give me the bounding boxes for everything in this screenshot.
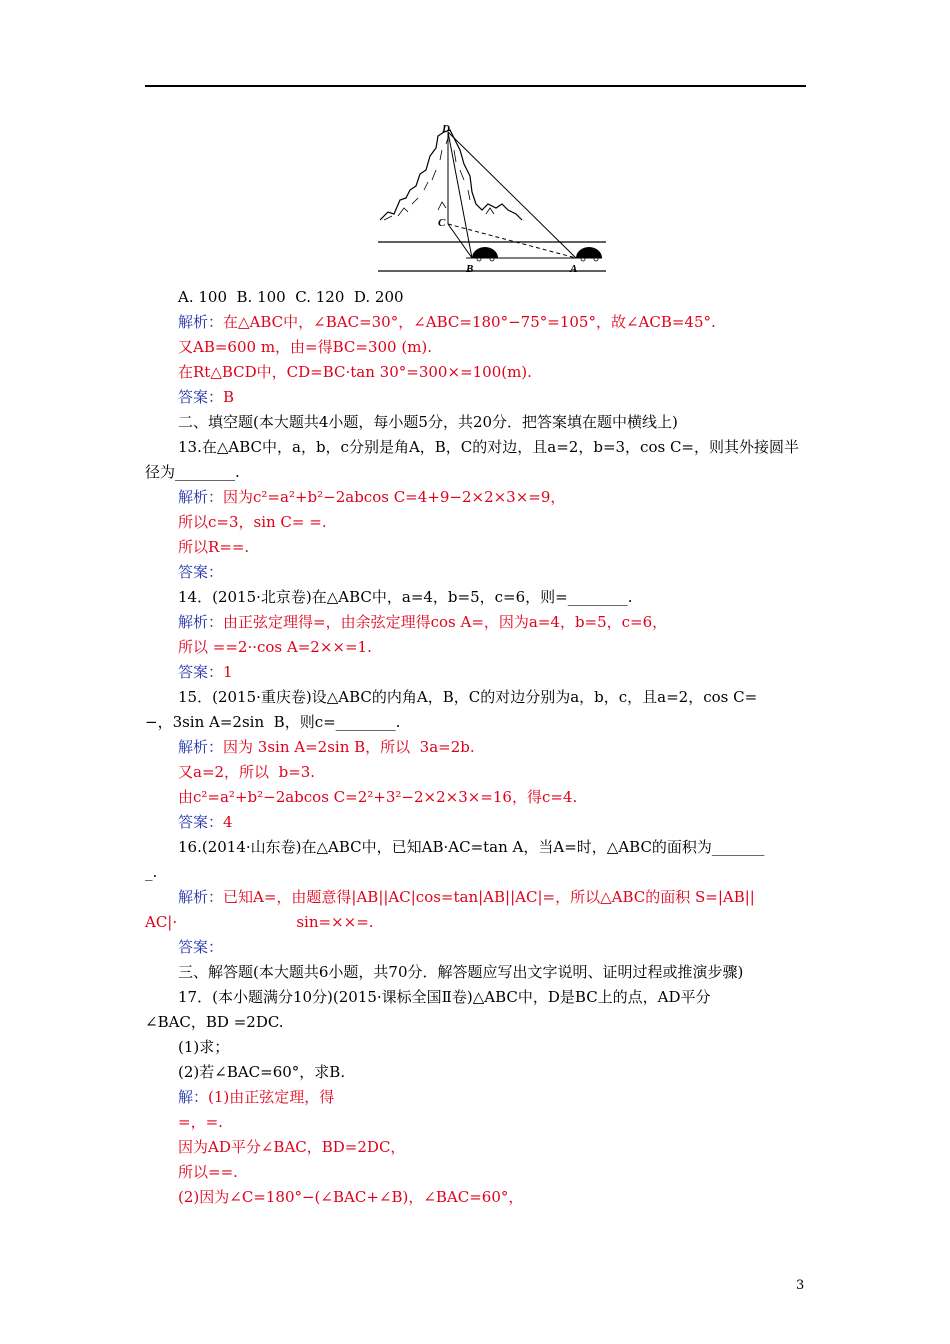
line-text: (1)由正弦定理，得 [208, 1088, 335, 1106]
line-text: (2)若∠BAC=60°，求B. [178, 1063, 346, 1081]
label-a: A [570, 263, 578, 275]
text-line [145, 837, 839, 857]
line-text: 三、解答题(本大题共6小题，共70分．解答题应写出文字说明、证明过程或推演步骤) [178, 963, 744, 981]
line-text: 由正弦定理得=，由余弦定理得cos A=，因为a=4，b=5，c=6， [223, 613, 668, 631]
line-text: (1)求； [178, 1038, 230, 1056]
line-text: 二、填空题(本大题共4小题，每小题5分，共20分．把答案填在题中横线上) [178, 413, 678, 431]
text-line [145, 1037, 839, 1057]
label-b: B [466, 263, 474, 275]
text-line [145, 587, 839, 607]
mountain-figure [376, 120, 608, 280]
text-line [145, 487, 839, 507]
analysis-label: 解： [178, 1088, 209, 1106]
text-line [145, 662, 839, 682]
analysis-label: 答案： [178, 813, 224, 831]
line-text: ∠BAC，BD =2DC. [145, 1013, 284, 1031]
line-text: 因为AD平分∠BAC，BD=2DC， [178, 1138, 406, 1156]
line-text: −，3sin A=2sin B，则c=________. [145, 713, 401, 731]
analysis-label: 答案： [178, 938, 224, 956]
text-line [145, 312, 839, 332]
text-line [145, 712, 806, 732]
text-line [145, 762, 839, 782]
line-text: 已知A=，由题意得|AB||AC|cos=tan|AB||AC|=，所以△ABC的面积 S=|AB|| [223, 888, 755, 906]
line-text: 又a=2，所以 b=3. [178, 763, 316, 781]
text-line [145, 737, 839, 757]
text-line [145, 1062, 839, 1082]
analysis-label: 解析： [178, 888, 224, 906]
line-text: 所以 ==2··cos A=2××=1. [178, 638, 372, 656]
text-line [145, 462, 806, 482]
text-line [145, 1162, 839, 1182]
line-text: 4 [223, 813, 233, 831]
line-text: B [223, 388, 235, 406]
line-text: 1 [223, 663, 233, 681]
text-line [145, 387, 839, 407]
text-line [145, 337, 839, 357]
line-text: _. [145, 863, 158, 881]
page-number: 3 [796, 1278, 805, 1293]
line-text: 13.在△ABC中，a，b，c分别是角A，B，C的对边，且a=2，b=3，cos C=，则其外接圆半 [178, 438, 799, 456]
text-line [145, 287, 839, 307]
line-text: 所以R==. [178, 538, 250, 556]
line-text: AC|· sin=××=. [145, 913, 374, 931]
text-line [145, 612, 839, 632]
line-text: 在Rt△BCD中，CD=BC·tan 30°=300×=100(m). [178, 363, 532, 381]
text-line [145, 1187, 839, 1207]
line-text: 因为c²=a²+b²−2abcos C=4+9−2×2×3×=9， [223, 488, 566, 506]
analysis-label: 解析： [178, 613, 224, 631]
text-line [145, 787, 839, 807]
line-text: 所以==. [178, 1163, 238, 1181]
line-text: 由c²=a²+b²−2abcos C=2²+3²−2×2×3×=16，得c=4. [178, 788, 578, 806]
analysis-label: 答案： [178, 563, 224, 581]
text-line [145, 1137, 839, 1157]
text-line [145, 512, 839, 532]
line-text: 在△ABC中，∠BAC=30°，∠ABC=180°−75°=105°，故∠ACB=45°. [223, 313, 716, 331]
line-text: =，=. [178, 1113, 223, 1131]
text-line [145, 687, 839, 707]
text-line [145, 437, 839, 457]
text-line [145, 562, 839, 582]
text-line [145, 987, 839, 1007]
text-line [145, 412, 839, 432]
line-text: 15．(2015·重庆卷)设△ABC的内角A，B，C的对边分别为a，b，c，且a=2，cos C= [178, 688, 758, 706]
text-line [145, 812, 839, 832]
text-line [145, 862, 806, 882]
label-c: C [438, 217, 446, 229]
line-text: 又AB=600 m，由=得BC=300 (m). [178, 338, 433, 356]
text-line [145, 1087, 839, 1107]
header-rule [145, 85, 806, 87]
line-text: 14．(2015·北京卷)在△ABC中，a=4，b=5，c=6，则=________. [178, 588, 633, 606]
text-line [145, 962, 839, 982]
text-line [145, 1112, 839, 1132]
analysis-label: 解析： [178, 738, 224, 756]
label-d: D [442, 123, 450, 135]
line-text: 径为________. [145, 463, 240, 481]
line-text: (2)因为∠C=180°−(∠BAC+∠B)，∠BAC=60°， [178, 1188, 524, 1206]
text-line [145, 1012, 806, 1032]
line-text: 所以c=3，sin C= =. [178, 513, 327, 531]
text-line [145, 537, 839, 557]
text-line [145, 937, 839, 957]
analysis-label: 解析： [178, 313, 224, 331]
analysis-label: 答案： [178, 663, 224, 681]
analysis-label: 解析： [178, 488, 224, 506]
text-line [145, 637, 839, 657]
line-text: 17．(本小题满分10分)(2015·课标全国Ⅱ卷)△ABC中，D是BC上的点，AD平分 [178, 988, 711, 1006]
text-line [145, 912, 806, 932]
line-text: A. 100 B. 100 C. 120 D. 200 [178, 288, 404, 306]
line-text: 因为 3sin A=2sin B，所以 3a=2b. [223, 738, 475, 756]
analysis-label: 答案： [178, 388, 224, 406]
text-line [145, 362, 839, 382]
text-line [145, 887, 839, 907]
line-text: 16.(2014·山东卷)在△ABC中，已知AB·AC=tan A，当A=时，△ABC的面积为_______ [178, 838, 765, 856]
